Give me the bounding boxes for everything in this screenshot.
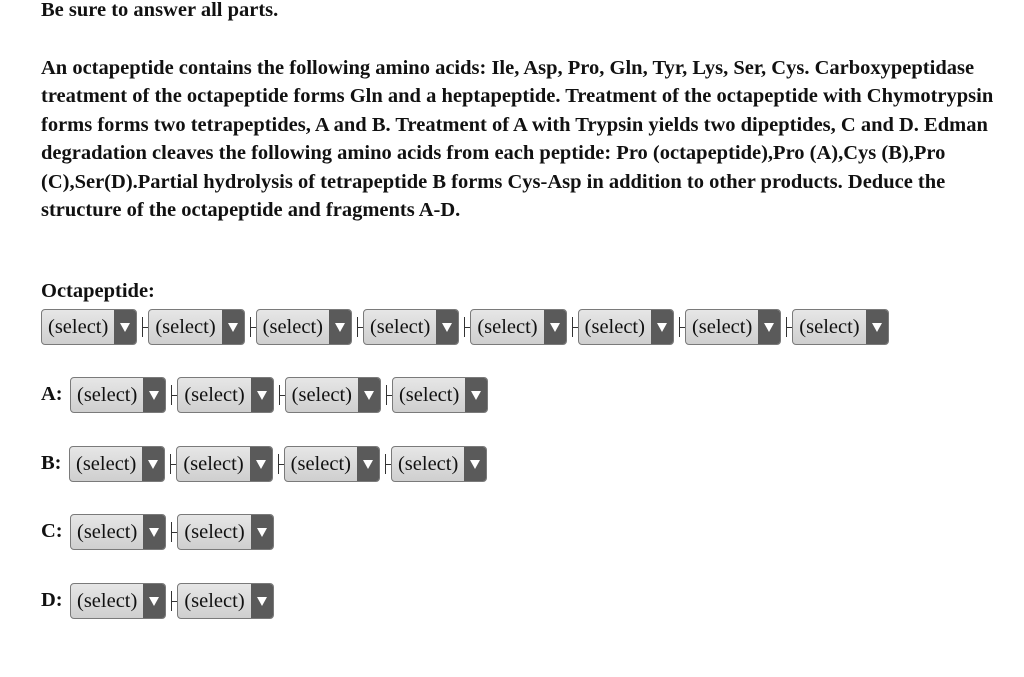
dropdown-arrow-icon[interactable] <box>251 378 273 412</box>
fragment-d-residue-select-1[interactable] <box>70 583 166 619</box>
dropdown-arrow-icon[interactable] <box>465 378 487 412</box>
peptide-bond-connector <box>166 514 177 550</box>
select-value: (select) <box>48 315 109 338</box>
select-value: (select) <box>584 315 645 338</box>
dropdown-arrow-icon[interactable] <box>251 515 273 549</box>
peptide-bond-connector <box>567 309 578 345</box>
fragment-b-residue-select-1[interactable] <box>69 446 165 482</box>
octapeptide-residue-select-6[interactable] <box>578 309 674 345</box>
dropdown-arrow-icon[interactable] <box>651 310 673 344</box>
select-value: (select) <box>290 452 351 475</box>
octapeptide-residue-select-7[interactable] <box>685 309 781 345</box>
select-value: (select) <box>398 383 460 406</box>
question-page <box>41 0 1001 222</box>
peptide-bond-connector <box>381 377 392 413</box>
peptide-bond-connector <box>781 309 792 345</box>
peptide-bond-connector <box>274 377 285 413</box>
peptide-bond-connector <box>273 446 284 482</box>
select-value: (select) <box>477 315 538 338</box>
peptide-bond-connector <box>380 446 391 482</box>
peptide-bond-connector <box>137 309 148 345</box>
instruction-text: Be sure to answer all parts. <box>41 0 279 21</box>
select-value: (select) <box>291 383 352 406</box>
select-value: (select) <box>184 383 245 406</box>
dropdown-arrow-icon[interactable] <box>251 584 273 618</box>
fragment-a-residue-select-2[interactable] <box>177 377 273 413</box>
dropdown-arrow-icon[interactable] <box>436 310 458 344</box>
fragment-d-residue-select-2[interactable] <box>177 583 273 619</box>
peptide-bond-connector <box>166 377 177 413</box>
dropdown-arrow-icon[interactable] <box>143 584 165 618</box>
dropdown-arrow-icon[interactable] <box>142 447 164 481</box>
fragment-a-residue-select-4[interactable] <box>392 377 488 413</box>
dropdown-arrow-icon[interactable] <box>329 310 351 344</box>
peptide-bond-connector <box>459 309 470 345</box>
dropdown-arrow-icon[interactable] <box>544 310 566 344</box>
select-value: (select) <box>77 383 138 406</box>
fragment-a-residue-select-1[interactable] <box>70 377 166 413</box>
fragment-c-label: C: <box>41 520 63 542</box>
dropdown-arrow-icon[interactable] <box>114 310 136 344</box>
octapeptide-residue-select-1[interactable] <box>41 309 137 345</box>
fragment-a-residue-select-3[interactable] <box>285 377 381 413</box>
octapeptide-label: Octapeptide: <box>41 280 155 302</box>
peptide-bond-connector <box>352 309 363 345</box>
select-value: (select) <box>369 315 431 338</box>
dropdown-arrow-icon[interactable] <box>866 310 888 344</box>
select-value: (select) <box>184 589 245 612</box>
fragment-c-residue-select-2[interactable] <box>177 514 273 550</box>
fragment-d-chain <box>70 583 274 619</box>
fragment-b-chain <box>69 446 487 482</box>
select-value: (select) <box>397 452 459 475</box>
octapeptide-chain <box>41 309 889 345</box>
dropdown-arrow-icon[interactable] <box>758 310 780 344</box>
peptide-bond-connector <box>674 309 685 345</box>
fragment-b-residue-select-2[interactable] <box>176 446 272 482</box>
octapeptide-residue-select-2[interactable] <box>148 309 244 345</box>
select-value: (select) <box>691 315 753 338</box>
select-value: (select) <box>183 452 244 475</box>
fragment-b-label: B: <box>41 452 62 474</box>
fragment-b-residue-select-3[interactable] <box>284 446 380 482</box>
fragment-a-chain <box>70 377 488 413</box>
fragment-c-chain <box>70 514 274 550</box>
select-value: (select) <box>799 315 860 338</box>
fragment-c-residue-select-1[interactable] <box>70 514 166 550</box>
select-value: (select) <box>76 452 137 475</box>
peptide-bond-connector <box>166 583 177 619</box>
select-value: (select) <box>77 520 138 543</box>
question-text: An octapeptide contains the following amino acids: Ile, Asp, Pro, Gln, Tyr, Lys, Ser, Cys. Carboxypeptidase treatment of the octapeptide forms Gln and a heptapeptide. Treatment of the octapeptide with Chymotrypsin forms forms two tetrapeptides, A and B. Treatment of A with Trypsin yields two dipeptides, C and D. Edman degradation cleaves the following amino acids from each peptide: Pro (octapeptide),Pro (A),Cys (B),Pro (C),Ser(D).Partial hydrolysis of tetrapeptide B forms Cys-Asp in addition to other products. Deduce the structure of the octapeptide and fragments A-D. <box>41 57 994 222</box>
peptide-bond-connector <box>245 309 256 345</box>
dropdown-arrow-icon[interactable] <box>357 447 379 481</box>
octapeptide-residue-select-4[interactable] <box>363 309 459 345</box>
select-value: (select) <box>155 315 216 338</box>
fragment-b-residue-select-4[interactable] <box>391 446 487 482</box>
select-value: (select) <box>184 520 245 543</box>
dropdown-arrow-icon[interactable] <box>143 515 165 549</box>
select-value: (select) <box>262 315 323 338</box>
octapeptide-residue-select-3[interactable] <box>256 309 352 345</box>
dropdown-arrow-icon[interactable] <box>250 447 272 481</box>
fragment-d-label: D: <box>41 589 63 611</box>
dropdown-arrow-icon[interactable] <box>358 378 380 412</box>
dropdown-arrow-icon[interactable] <box>464 447 486 481</box>
peptide-bond-connector <box>165 446 176 482</box>
dropdown-arrow-icon[interactable] <box>222 310 244 344</box>
dropdown-arrow-icon[interactable] <box>143 378 165 412</box>
octapeptide-residue-select-8[interactable] <box>792 309 888 345</box>
fragment-a-label: A: <box>41 383 63 405</box>
select-value: (select) <box>77 589 138 612</box>
octapeptide-residue-select-5[interactable] <box>470 309 566 345</box>
